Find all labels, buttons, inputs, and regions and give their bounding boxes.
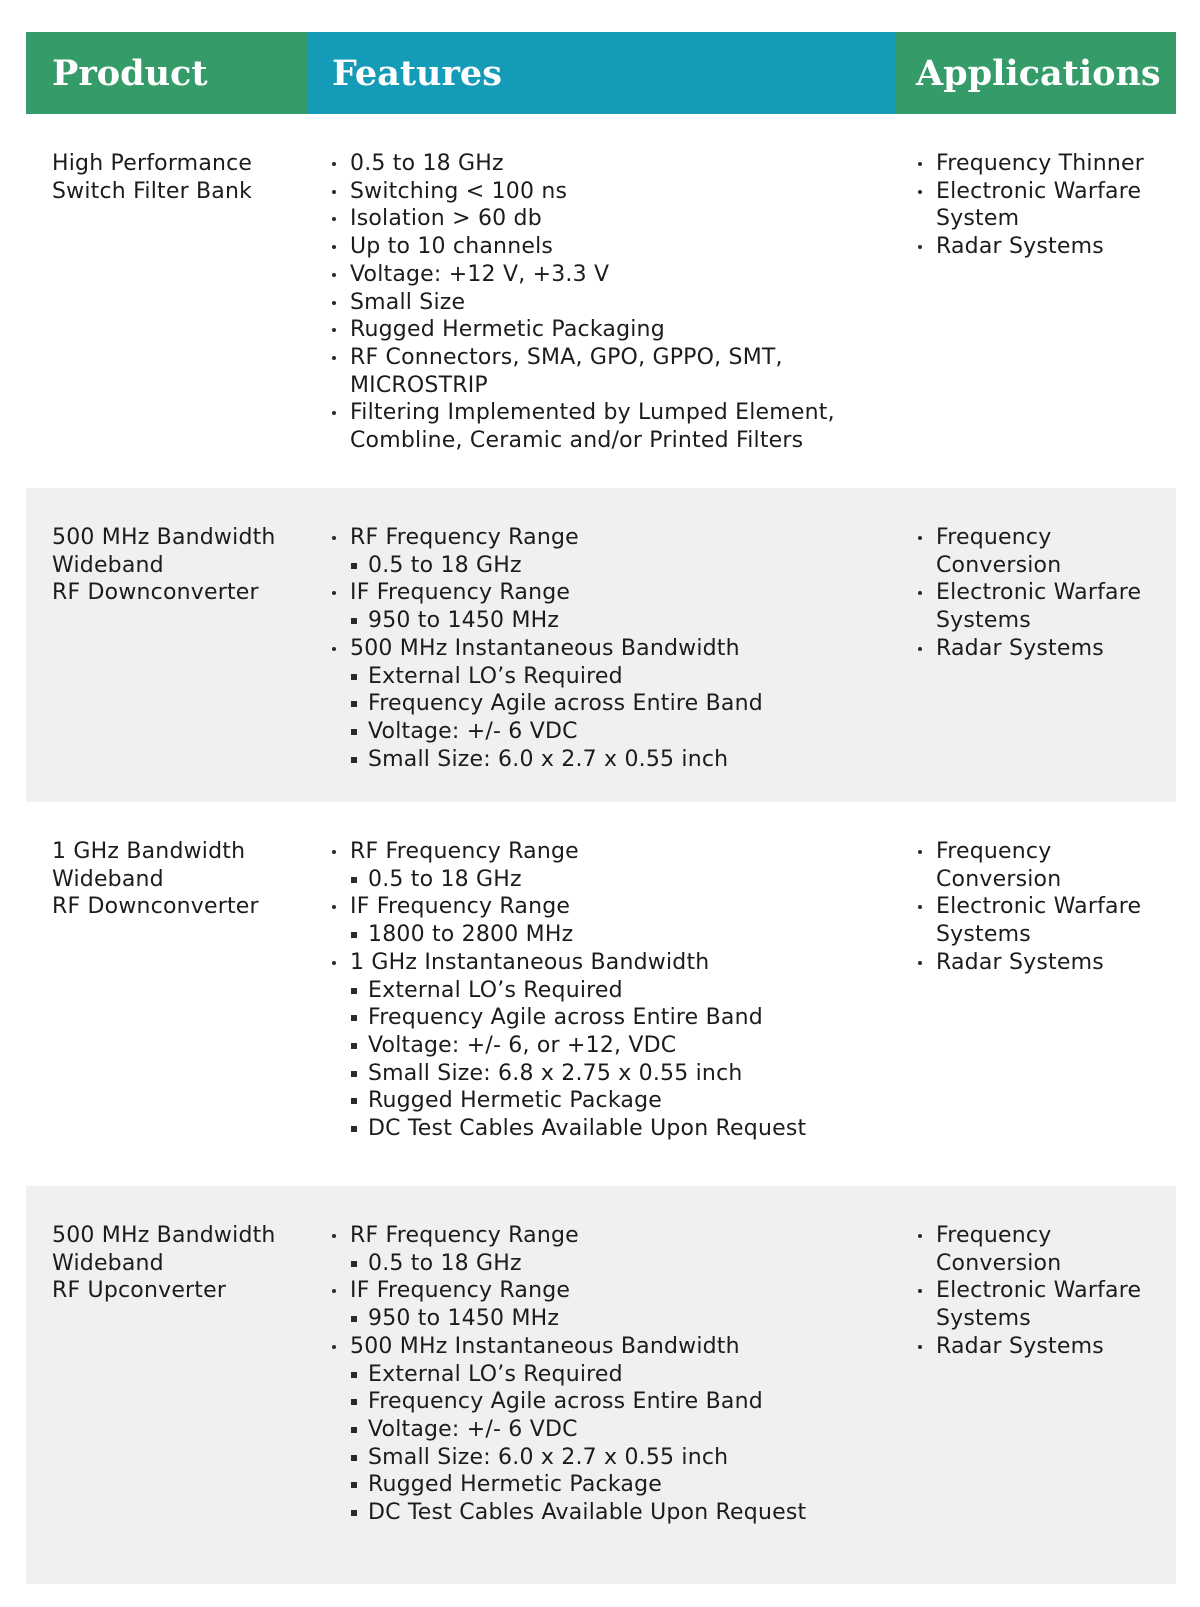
product-table — [26, 32, 1176, 1584]
application-list — [916, 838, 1176, 977]
table-row — [26, 114, 1176, 488]
features-cell — [308, 488, 896, 802]
applications-cell — [896, 488, 1176, 802]
feature-item: 0.5 to 18 GHz — [330, 150, 896, 178]
feature-subitem: Voltage: +/- 6 VDC — [330, 1416, 896, 1444]
feature-subitem: 0.5 to 18 GHz — [330, 866, 896, 894]
feature-item: Up to 10 channels — [330, 233, 896, 261]
product-cell — [26, 1186, 308, 1584]
feature-subitem: Frequency Agile across Entire Band — [330, 690, 896, 718]
table-row — [26, 1186, 1176, 1584]
feature-subitem: External LO’s Required — [330, 663, 896, 691]
application-item: Radar Systems — [916, 949, 1176, 977]
product-name-line: Wideband — [52, 866, 164, 892]
feature-item: Filtering Implemented by Lumped Element, Combline, Ceramic and/or Printed Filters — [330, 399, 896, 454]
table-row — [26, 488, 1176, 802]
application-item: Radar Systems — [916, 635, 1176, 663]
features-cell — [308, 802, 896, 1186]
feature-list — [330, 1222, 896, 1527]
feature-subitem: Voltage: +/- 6 VDC — [330, 718, 896, 746]
application-item: Radar Systems — [916, 233, 1176, 261]
feature-subitem: 0.5 to 18 GHz — [330, 1250, 896, 1278]
feature-item: IF Frequency Range — [330, 893, 896, 921]
feature-item: 500 MHz Instantaneous Bandwidth — [330, 635, 896, 663]
feature-item: IF Frequency Range — [330, 1277, 896, 1305]
feature-subitem: External LO’s Required — [330, 977, 896, 1005]
product-name-line: 500 MHz Bandwidth — [52, 525, 276, 550]
product-name-line: RF Upconverter — [52, 1278, 227, 1304]
product-cell — [26, 802, 308, 1186]
feature-subitem: DC Test Cables Available Upon Request — [330, 1499, 896, 1527]
product-name-line: 500 MHz Bandwidth — [52, 1223, 276, 1248]
feature-subitem: Rugged Hermetic Package — [330, 1471, 896, 1499]
feature-item: RF Frequency Range — [330, 838, 896, 866]
feature-list — [330, 838, 896, 1143]
feature-item: Voltage: +12 V, +3.3 V — [330, 261, 896, 289]
header-features: Features — [308, 32, 896, 114]
product-name-line: High Performance — [52, 151, 253, 176]
header-product: Product — [26, 32, 308, 114]
product-name-line: RF Downconverter — [52, 894, 259, 920]
feature-subitem: Voltage: +/- 6, or +12, VDC — [330, 1032, 896, 1060]
features-cell — [308, 114, 896, 488]
header-applications: Applications — [896, 32, 1176, 114]
feature-item: RF Frequency Range — [330, 524, 896, 552]
application-item: Frequency Conversion — [916, 838, 1176, 893]
table-row — [26, 802, 1176, 1186]
applications-cell — [896, 114, 1176, 488]
product-name-line: RF Downconverter — [52, 580, 259, 606]
feature-list — [330, 150, 896, 455]
feature-subitem: Small Size: 6.0 x 2.7 x 0.55 inch — [330, 746, 896, 774]
feature-subitem: Rugged Hermetic Package — [330, 1087, 896, 1115]
feature-subitem: External LO’s Required — [330, 1361, 896, 1389]
application-item: Electronic Warfare Systems — [916, 1277, 1176, 1332]
feature-subitem: Small Size: 6.8 x 2.75 x 0.55 inch — [330, 1060, 896, 1088]
application-list — [916, 1222, 1176, 1361]
features-cell — [308, 1186, 896, 1584]
feature-subitem: 0.5 to 18 GHz — [330, 552, 896, 580]
feature-item: Rugged Hermetic Packaging — [330, 316, 896, 344]
feature-subitem: Small Size: 6.0 x 2.7 x 0.55 inch — [330, 1444, 896, 1472]
feature-item: RF Frequency Range — [330, 1222, 896, 1250]
feature-list — [330, 524, 896, 773]
application-item: Radar Systems — [916, 1333, 1176, 1361]
feature-item: Switching < 100 ns — [330, 178, 896, 206]
application-item: Electronic Warfare Systems — [916, 893, 1176, 948]
application-list — [916, 150, 1176, 261]
applications-cell — [896, 802, 1176, 1186]
product-cell — [26, 114, 308, 488]
product-name-line: Wideband — [52, 552, 164, 578]
feature-subitem: 950 to 1450 MHz — [330, 1305, 896, 1333]
feature-subitem: 950 to 1450 MHz — [330, 607, 896, 635]
table-header — [26, 32, 1176, 114]
feature-item: Small Size — [330, 289, 896, 317]
product-name-line: Switch Filter Bank — [52, 178, 253, 204]
application-item: Electronic Warfare Systems — [916, 579, 1176, 634]
feature-item: 500 MHz Instantaneous Bandwidth — [330, 1333, 896, 1361]
feature-item: IF Frequency Range — [330, 579, 896, 607]
application-item: Frequency Conversion — [916, 524, 1176, 579]
application-item: Frequency Thinner — [916, 150, 1176, 178]
application-list — [916, 524, 1176, 663]
product-name-line: Wideband — [52, 1250, 164, 1276]
feature-item: RF Connectors, SMA, GPO, GPPO, SMT, MICROSTRIP — [330, 344, 896, 399]
product-cell — [26, 488, 308, 802]
feature-subitem: 1800 to 2800 MHz — [330, 921, 896, 949]
product-name-line: 1 GHz Bandwidth — [52, 839, 246, 864]
application-item: Electronic Warfare System — [916, 178, 1176, 233]
feature-item: Isolation > 60 db — [330, 205, 896, 233]
applications-cell — [896, 1186, 1176, 1584]
feature-item: 1 GHz Instantaneous Bandwidth — [330, 949, 896, 977]
feature-subitem: Frequency Agile across Entire Band — [330, 1388, 896, 1416]
application-item: Frequency Conversion — [916, 1222, 1176, 1277]
feature-subitem: Frequency Agile across Entire Band — [330, 1004, 896, 1032]
feature-subitem: DC Test Cables Available Upon Request — [330, 1115, 896, 1143]
